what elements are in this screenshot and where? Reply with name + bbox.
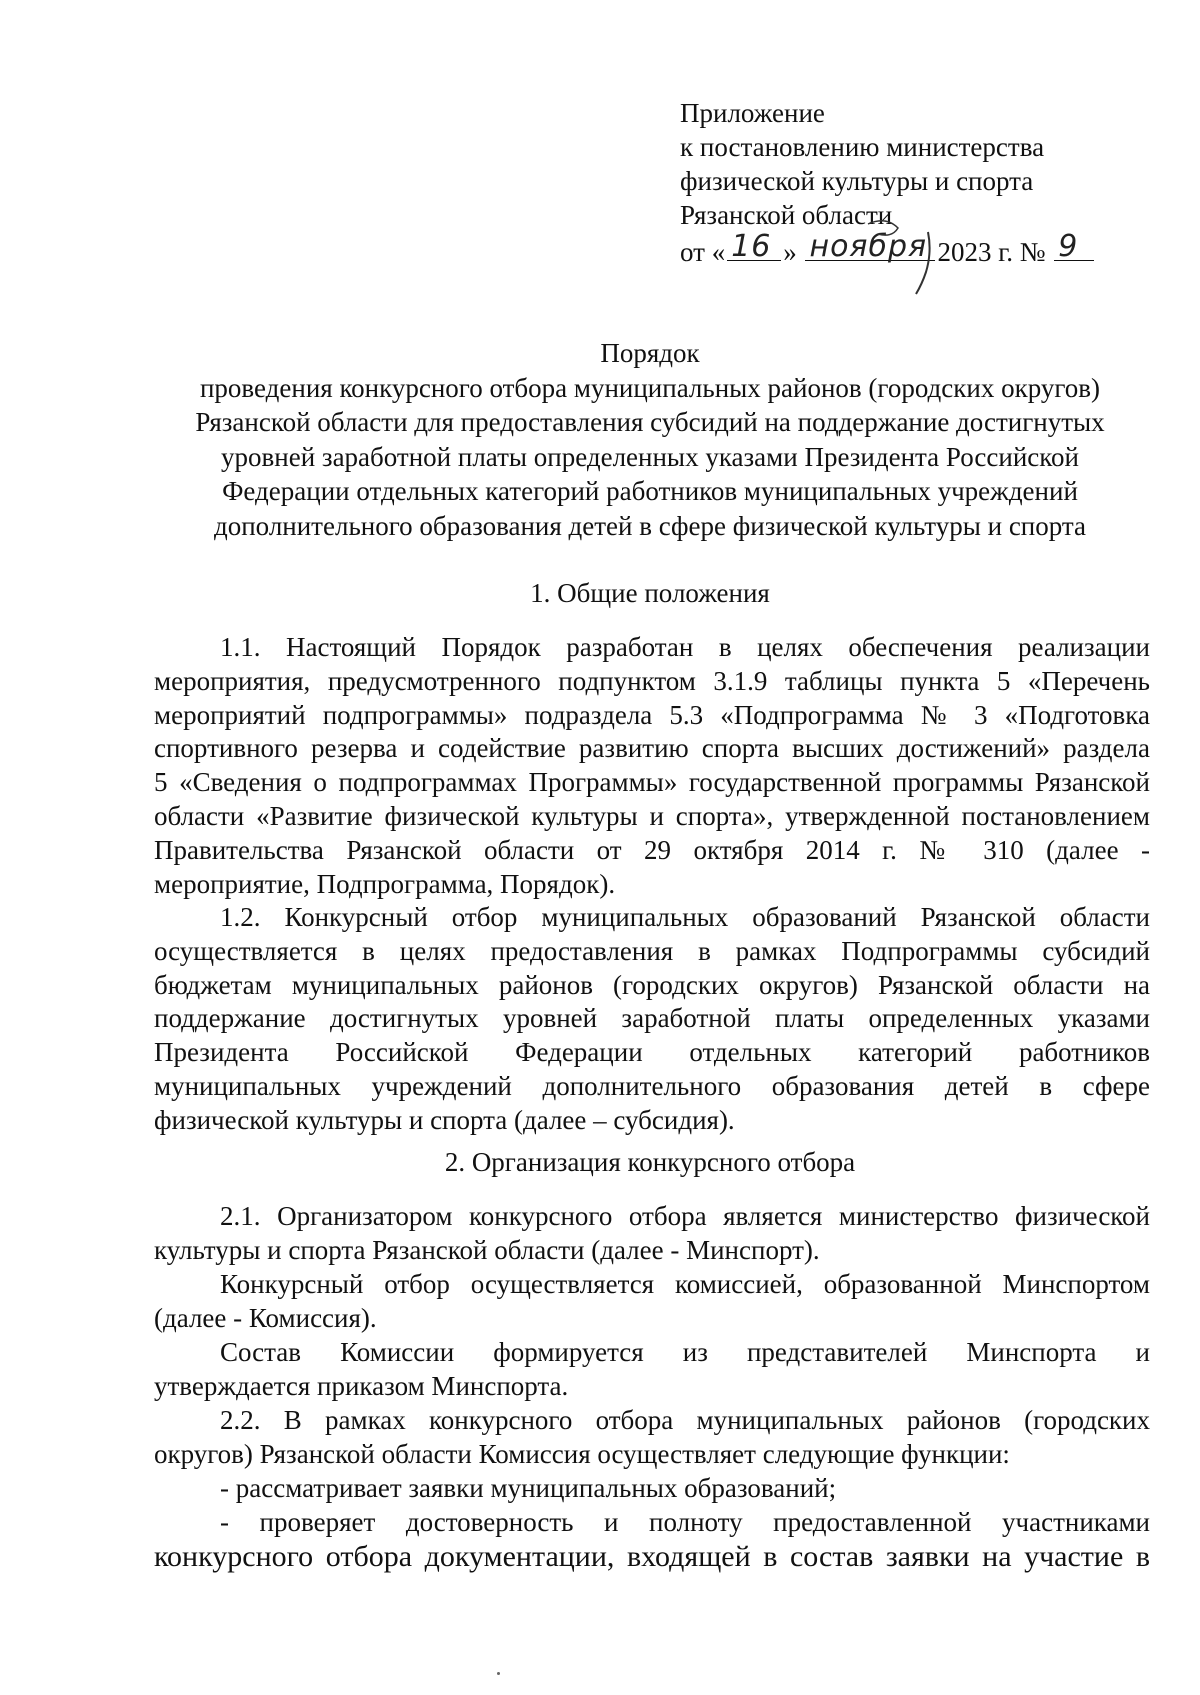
paragraph-2-2 (154, 1404, 1150, 1472)
date-year: 2023 г. № (937, 237, 1046, 267)
date-month-handwritten: ноября (809, 229, 928, 264)
text-line: 2.2. В рамках конкурсного отбора муниципальных районов (городских (220, 1405, 1150, 1435)
text-line: муниципальных учреждений дополнительного образования детей в сфере (154, 1070, 1150, 1101)
text-line: осуществляется в целях предоставления в рамках Подпрограммы субсидий (154, 935, 1150, 966)
paragraph-1-1 (154, 631, 1150, 901)
text-line: 5 «Сведения о подпрограммах Программы» государственной программы Рязанской (154, 767, 1150, 798)
text-line: мероприятие, Подпрограмма, Порядок). (154, 868, 616, 899)
text-line: Президента Российской Федерации отдельных категорий работников (154, 1037, 1150, 1068)
text-line: Правительства Рязанской области от 29 октября 2014 г. № 310 (далее - (154, 834, 1150, 865)
document-title (130, 336, 1170, 543)
appendix-line: Рязанской области (680, 200, 893, 230)
title-line: уровней заработной платы определенных указами Президента Российской (221, 441, 1079, 472)
date-day-handwritten: 16 (731, 229, 772, 264)
text-line: - проверяет достоверность и полноту предоставленной участниками (220, 1507, 1150, 1537)
paragraph-2-1b (154, 1268, 1150, 1336)
section-heading: 1. Общие положения (530, 578, 770, 608)
date-prefix: от « (680, 237, 726, 267)
date-line (680, 229, 1150, 267)
title-line: дополнительного образования детей в сфере физической культуры и спорта (213, 510, 1087, 541)
text-line: - рассматривает заявки муниципальных образований; (220, 1473, 837, 1503)
title-line: проведения конкурсного отбора муниципальных районов (городских округов) (199, 372, 1100, 403)
section-heading: 2. Организация конкурсного отбора (444, 1147, 856, 1177)
text-line: бюджетам муниципальных районов (городских округов) Рязанской области на (154, 969, 1150, 1000)
appendix-header (680, 96, 1150, 266)
text-line: 1.1. Настоящий Порядок разработан в целях обеспечения реализации (220, 632, 1150, 662)
title-line: Рязанской области для предоставления субсидий на поддержание достигнутых (195, 407, 1105, 437)
list-item (154, 1506, 1150, 1574)
paragraph-2-1 (154, 1200, 1150, 1268)
text-line: поддержание достигнутых уровней заработной платы определенных указами (154, 1003, 1150, 1034)
text-line: 2.1. Организатором конкурсного отбора является министерство физической (220, 1201, 1150, 1231)
text-line: культуры и спорта Рязанской области (далее - Минспорт). (154, 1234, 820, 1265)
text-line: округов) Рязанской области Комиссия осуществляет следующие функции: (154, 1438, 1010, 1469)
text-line: физической культуры и спорта (далее – субсидия). (154, 1104, 735, 1135)
paragraph-1-2 (154, 901, 1150, 1138)
appendix-line: физической культуры и спорта (680, 166, 1034, 196)
title-heading: Порядок (600, 338, 700, 368)
text-line: области «Развитие физической культуры и спорта», утвержденной постановлением (154, 800, 1150, 831)
text-line: конкурсного отбора документации, входящей в состав заявки на участие в (154, 1539, 1150, 1573)
paragraph-2-1c (154, 1336, 1150, 1404)
date-mid: » (783, 237, 797, 267)
scan-speck (497, 1672, 500, 1675)
text-line: спортивного резерва и содействие развитию спорта высших достижений» раздела (154, 733, 1150, 764)
text-line: (далее - Комиссия). (154, 1302, 377, 1333)
text-line: Состав Комиссии формируется из представителей Минспорта и (220, 1337, 1150, 1367)
text-line: Конкурсный отбор осуществляется комиссией, образованной Минспортом (220, 1269, 1150, 1299)
title-line: Федерации отдельных категорий работников муниципальных учреждений (222, 476, 1078, 506)
date-day-field (727, 229, 781, 264)
text-line: 1.2. Конкурсный отбор муниципальных образований Рязанской области (220, 902, 1150, 932)
text-line: утверждается приказом Минспорта. (154, 1370, 569, 1401)
appendix-line: Приложение (680, 98, 825, 128)
appendix-line: к постановлению министерства (680, 132, 1045, 162)
text-line: мероприятия, предусмотренного подпунктом 3.1.9 таблицы пункта 5 «Перечень (154, 665, 1150, 696)
date-month-field (805, 229, 935, 264)
doc-number-handwritten: 9 (1058, 229, 1079, 264)
list-item (154, 1472, 1150, 1506)
doc-number-field (1054, 229, 1094, 264)
text-line: мероприятий подпрограммы» подраздела 5.3 «Подпрограмма № 3 «Подготовка (154, 699, 1150, 730)
